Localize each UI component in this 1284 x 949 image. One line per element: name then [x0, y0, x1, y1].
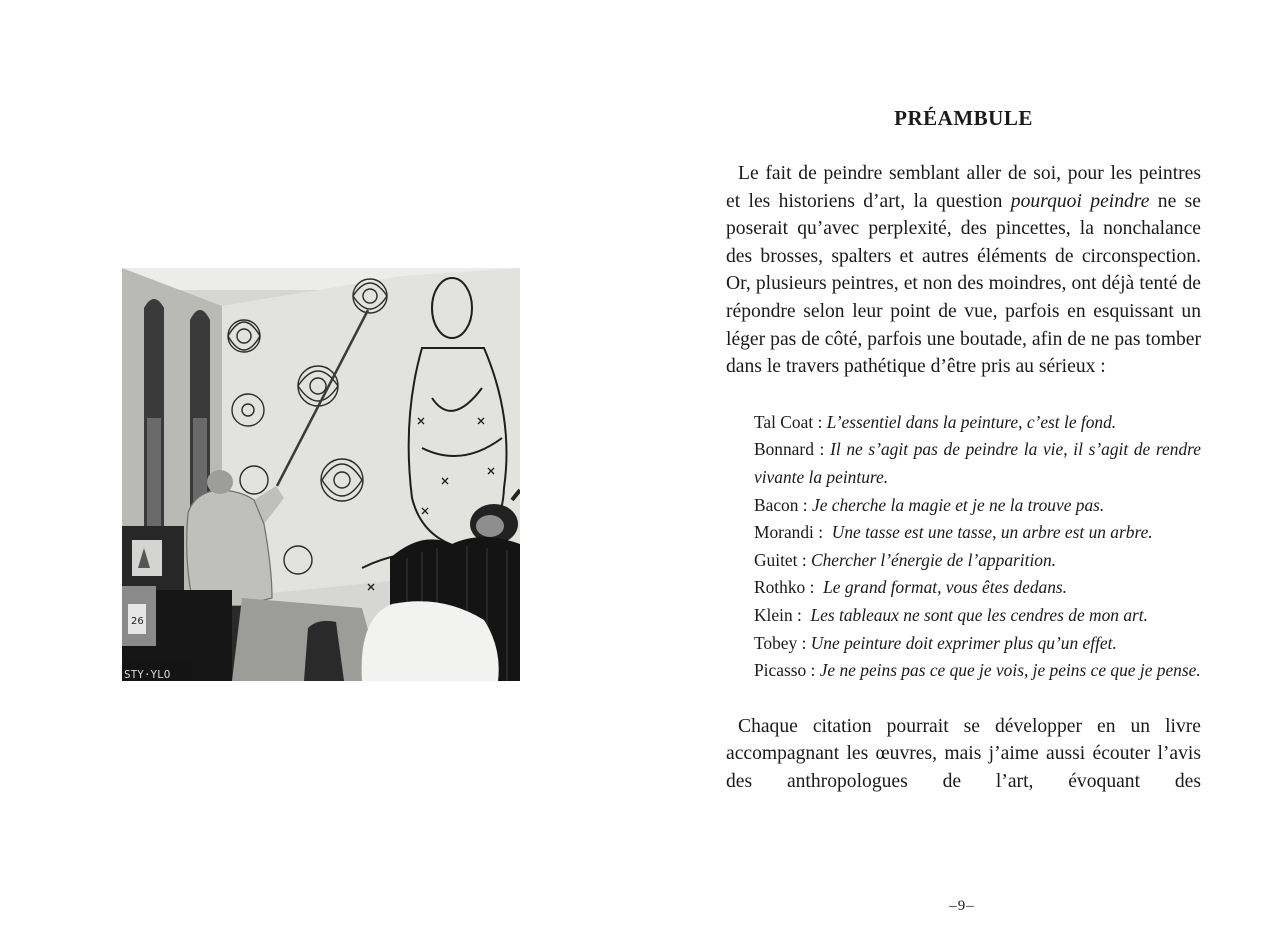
intro-emphasis: pourquoi peindre — [1010, 190, 1150, 212]
quote-author: Guitet : — [754, 549, 811, 570]
quote-text: Une peinture doit exprimer plus qu’un effet. — [810, 632, 1117, 653]
quote-author: Bacon : — [754, 494, 812, 515]
artist-studio-photo — [122, 268, 520, 681]
quote-author: Rothko : — [754, 577, 824, 598]
quote-item — [754, 547, 1201, 575]
quote-text: Le grand format, vous êtes dedans. — [823, 577, 1068, 598]
quote-item — [754, 657, 1201, 685]
quote-text: Une tasse est une tasse, un arbre est un arbre. — [831, 522, 1153, 543]
photo-sign-text: STY·YLO — [124, 668, 171, 681]
photo-illustration — [122, 268, 520, 681]
quote-text: Je cherche la magie et je ne la trouve pas. — [811, 494, 1105, 515]
quote-text: Les tableaux ne sont que les cendres de mon art. — [810, 604, 1148, 625]
quote-item — [754, 409, 1201, 437]
quote-item — [754, 630, 1201, 658]
calendar-day: 26 — [131, 616, 144, 627]
intro-text-after: ne se poserait qu’avec perplexité, des pincettes, la nonchalance des brosses, spalters et autres éléments de circonspection. Or, plusieurs peintres, et non des moindres, ont déjà tenté de répondre selon leur point de vue, parfois en esquissant un léger pas de côté, parfois une boutade, afin de ne pas tomber dans le travers pathétique d’être pris au sérieux : — [726, 190, 1201, 378]
quote-author: Picasso : — [754, 660, 820, 681]
page-number: –9– — [949, 898, 975, 914]
quote-item — [754, 519, 1201, 547]
quote-author: Tal Coat : — [754, 411, 827, 432]
quote-author: Klein : — [754, 604, 811, 625]
intro-text-before: Le fait de peindre semblant aller de soi, pour les peintres et les historiens d’art, la question — [726, 163, 1201, 212]
quote-text: L’essentiel dans la peinture, c’est le fond. — [826, 411, 1117, 432]
quote-item — [754, 492, 1201, 520]
quote-item — [754, 436, 1201, 491]
quote-text: Chercher l’énergie de l’apparition. — [811, 549, 1057, 570]
quote-item — [754, 574, 1201, 602]
quote-item — [754, 602, 1201, 630]
closing-paragraph: Chaque citation pourrait se développer en un livre accompagnant les œuvres, mais j’aime aussi écouter l’avis des anthropologues de l’art, évoquant des — [726, 715, 1201, 792]
quote-text: Il ne s’agit pas de peindre la vie, il s’agit de rendre vivante la peinture. — [754, 439, 1201, 487]
intro-paragraph — [726, 160, 1201, 381]
quotes-list — [754, 409, 1201, 685]
quote-author: Bonnard : — [754, 439, 831, 460]
chapter-title: PRÉAMBULE — [894, 106, 1033, 130]
quote-text: Je ne peins pas ce que je vois, je peins ce que je pense. — [819, 660, 1201, 681]
quote-author: Tobey : — [754, 632, 811, 653]
quote-author: Morandi : — [754, 522, 832, 543]
text-page — [726, 104, 1201, 795]
